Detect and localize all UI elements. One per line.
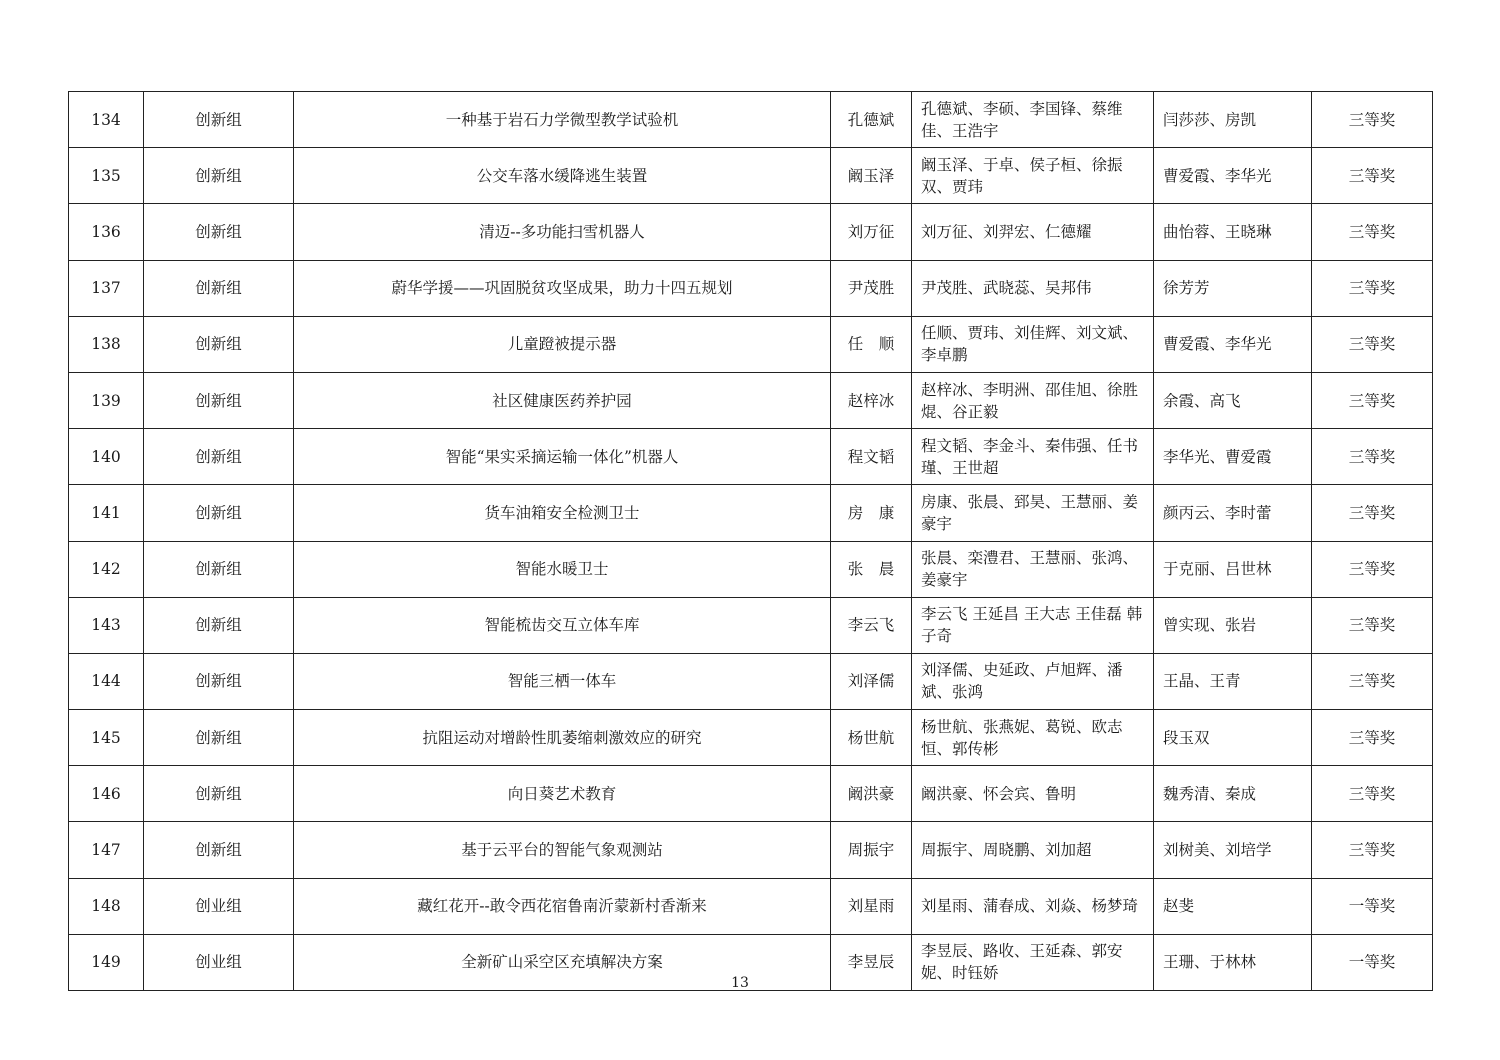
entry-number: 149 — [69, 934, 144, 990]
entry-award: 三等奖 — [1312, 260, 1433, 316]
entry-members: 杨世航、张燕妮、葛锐、欧志恒、郭传彬 — [912, 710, 1154, 766]
entry-members: 周振宇、周晓鹏、刘加超 — [912, 822, 1154, 878]
entry-advisor: 余霞、高飞 — [1154, 372, 1312, 428]
entry-title: 社区健康医药养护园 — [294, 372, 831, 428]
entry-members: 房康、张晨、郅昊、王慧丽、姜豪宇 — [912, 485, 1154, 541]
entry-title: 智能三栖一体车 — [294, 653, 831, 709]
entry-award: 三等奖 — [1312, 148, 1433, 204]
table-body — [69, 92, 1433, 991]
table-row — [69, 204, 1433, 260]
entry-members: 程文韬、李金斗、秦伟强、任书瑾、王世超 — [912, 429, 1154, 485]
entry-members: 孔德斌、李硕、李国锋、蔡维佳、王浩宇 — [912, 92, 1154, 148]
entry-advisor: 段玉双 — [1154, 710, 1312, 766]
table-row — [69, 710, 1433, 766]
entry-number: 146 — [69, 766, 144, 822]
entry-number: 144 — [69, 653, 144, 709]
entry-leader: 任 顺 — [831, 316, 912, 372]
entry-group: 创新组 — [144, 92, 294, 148]
entry-members: 尹茂胜、武晓蕊、吴邦伟 — [912, 260, 1154, 316]
entry-award: 一等奖 — [1312, 878, 1433, 934]
entry-title: 一种基于岩石力学微型教学试验机 — [294, 92, 831, 148]
entry-advisor: 曲怡蓉、王晓琳 — [1154, 204, 1312, 260]
entry-advisor: 刘树美、刘培学 — [1154, 822, 1312, 878]
entry-advisor: 王晶、王青 — [1154, 653, 1312, 709]
entry-number: 145 — [69, 710, 144, 766]
entry-number: 136 — [69, 204, 144, 260]
entry-award: 三等奖 — [1312, 653, 1433, 709]
entry-advisor: 曹爱霞、李华光 — [1154, 316, 1312, 372]
entry-award: 三等奖 — [1312, 316, 1433, 372]
entry-group: 创新组 — [144, 541, 294, 597]
entry-group: 创新组 — [144, 710, 294, 766]
entry-award: 三等奖 — [1312, 204, 1433, 260]
entry-members: 赵梓冰、李明洲、邵佳旭、徐胜焜、谷正毅 — [912, 372, 1154, 428]
entry-advisor: 赵斐 — [1154, 878, 1312, 934]
entry-number: 135 — [69, 148, 144, 204]
entry-advisor: 闫莎莎、房凯 — [1154, 92, 1312, 148]
entry-award: 三等奖 — [1312, 710, 1433, 766]
entry-group: 创新组 — [144, 653, 294, 709]
entry-title: 蔚华学援——巩固脱贫攻坚成果，助力十四五规划 — [294, 260, 831, 316]
entry-leader: 阚玉泽 — [831, 148, 912, 204]
entry-leader: 孔德斌 — [831, 92, 912, 148]
entry-members: 李云飞 王延昌 王大志 王佳磊 韩子奇 — [912, 597, 1154, 653]
entry-leader: 房 康 — [831, 485, 912, 541]
entry-group: 创新组 — [144, 429, 294, 485]
entry-leader: 阚洪豪 — [831, 766, 912, 822]
entry-leader: 李昱辰 — [831, 934, 912, 990]
entry-title: 清迈--多功能扫雪机器人 — [294, 204, 831, 260]
table-row — [69, 260, 1433, 316]
entry-title: 儿童蹬被提示器 — [294, 316, 831, 372]
entry-title: 智能“果实采摘运输一体化”机器人 — [294, 429, 831, 485]
entry-advisor: 李华光、曹爱霞 — [1154, 429, 1312, 485]
entry-advisor: 曾实现、张岩 — [1154, 597, 1312, 653]
entry-title: 智能梳齿交互立体车库 — [294, 597, 831, 653]
entry-leader: 张 晨 — [831, 541, 912, 597]
entry-award: 三等奖 — [1312, 92, 1433, 148]
entry-award: 一等奖 — [1312, 934, 1433, 990]
entry-number: 148 — [69, 878, 144, 934]
entry-award: 三等奖 — [1312, 372, 1433, 428]
entry-number: 137 — [69, 260, 144, 316]
entry-advisor: 曹爱霞、李华光 — [1154, 148, 1312, 204]
entry-number: 140 — [69, 429, 144, 485]
table-row — [69, 485, 1433, 541]
table-row — [69, 148, 1433, 204]
entry-title: 抗阻运动对增龄性肌萎缩刺激效应的研究 — [294, 710, 831, 766]
entry-members: 任顺、贾玮、刘佳辉、刘文斌、李卓鹏 — [912, 316, 1154, 372]
entry-award: 三等奖 — [1312, 822, 1433, 878]
entry-group: 创业组 — [144, 878, 294, 934]
entry-advisor: 于克丽、吕世林 — [1154, 541, 1312, 597]
entry-advisor: 王珊、于林林 — [1154, 934, 1312, 990]
entry-title: 全新矿山采空区充填解决方案 — [294, 934, 831, 990]
entry-members: 张晨、栾澧君、王慧丽、张鸿、姜豪宇 — [912, 541, 1154, 597]
table-row — [69, 316, 1433, 372]
entry-group: 创业组 — [144, 934, 294, 990]
entry-advisor: 徐芳芳 — [1154, 260, 1312, 316]
table-row — [69, 429, 1433, 485]
award-results-table — [68, 91, 1433, 991]
entry-group: 创新组 — [144, 148, 294, 204]
entry-group: 创新组 — [144, 372, 294, 428]
entry-award: 三等奖 — [1312, 429, 1433, 485]
entry-number: 147 — [69, 822, 144, 878]
entry-title: 公交车落水缓降逃生装置 — [294, 148, 831, 204]
table-row — [69, 766, 1433, 822]
entry-leader: 刘泽儒 — [831, 653, 912, 709]
entry-group: 创新组 — [144, 822, 294, 878]
entry-number: 139 — [69, 372, 144, 428]
entry-group: 创新组 — [144, 766, 294, 822]
table-row — [69, 878, 1433, 934]
page-number: 13 — [731, 975, 749, 991]
table-row — [69, 372, 1433, 428]
entry-leader: 刘星雨 — [831, 878, 912, 934]
entry-title: 智能水暖卫士 — [294, 541, 831, 597]
entry-number: 134 — [69, 92, 144, 148]
table-row — [69, 653, 1433, 709]
table-row — [69, 822, 1433, 878]
entry-members: 阚玉泽、于卓、侯子桓、徐振双、贾玮 — [912, 148, 1154, 204]
entry-group: 创新组 — [144, 260, 294, 316]
entry-group: 创新组 — [144, 485, 294, 541]
entry-members: 李昱辰、路收、王延森、郭安妮、时钰娇 — [912, 934, 1154, 990]
entry-number: 143 — [69, 597, 144, 653]
entry-leader: 李云飞 — [831, 597, 912, 653]
entry-number: 141 — [69, 485, 144, 541]
entry-advisor: 魏秀清、秦成 — [1154, 766, 1312, 822]
entry-number: 142 — [69, 541, 144, 597]
entry-title: 藏红花开--敢令西花宿鲁南沂蒙新村香渐来 — [294, 878, 831, 934]
entry-members: 刘万征、刘羿宏、仁德耀 — [912, 204, 1154, 260]
entry-leader: 周振宇 — [831, 822, 912, 878]
entry-title: 基于云平台的智能气象观测站 — [294, 822, 831, 878]
entry-leader: 刘万征 — [831, 204, 912, 260]
entry-group: 创新组 — [144, 597, 294, 653]
entry-leader: 赵梓冰 — [831, 372, 912, 428]
entry-title: 向日葵艺术教育 — [294, 766, 831, 822]
entry-members: 刘星雨、蒲春成、刘焱、杨梦琦 — [912, 878, 1154, 934]
entry-award: 三等奖 — [1312, 541, 1433, 597]
entry-leader: 程文韬 — [831, 429, 912, 485]
table-row — [69, 92, 1433, 148]
entry-number: 138 — [69, 316, 144, 372]
entry-members: 阚洪豪、怀会宾、鲁明 — [912, 766, 1154, 822]
entry-group: 创新组 — [144, 316, 294, 372]
entry-leader: 尹茂胜 — [831, 260, 912, 316]
entry-leader: 杨世航 — [831, 710, 912, 766]
table-row — [69, 541, 1433, 597]
entry-title: 货车油箱安全检测卫士 — [294, 485, 831, 541]
entry-award: 三等奖 — [1312, 597, 1433, 653]
entry-advisor: 颜丙云、李时蕾 — [1154, 485, 1312, 541]
entry-members: 刘泽儒、史延政、卢旭辉、潘斌、张鸿 — [912, 653, 1154, 709]
entry-group: 创新组 — [144, 204, 294, 260]
entry-award: 三等奖 — [1312, 766, 1433, 822]
table-row — [69, 597, 1433, 653]
entry-award: 三等奖 — [1312, 485, 1433, 541]
